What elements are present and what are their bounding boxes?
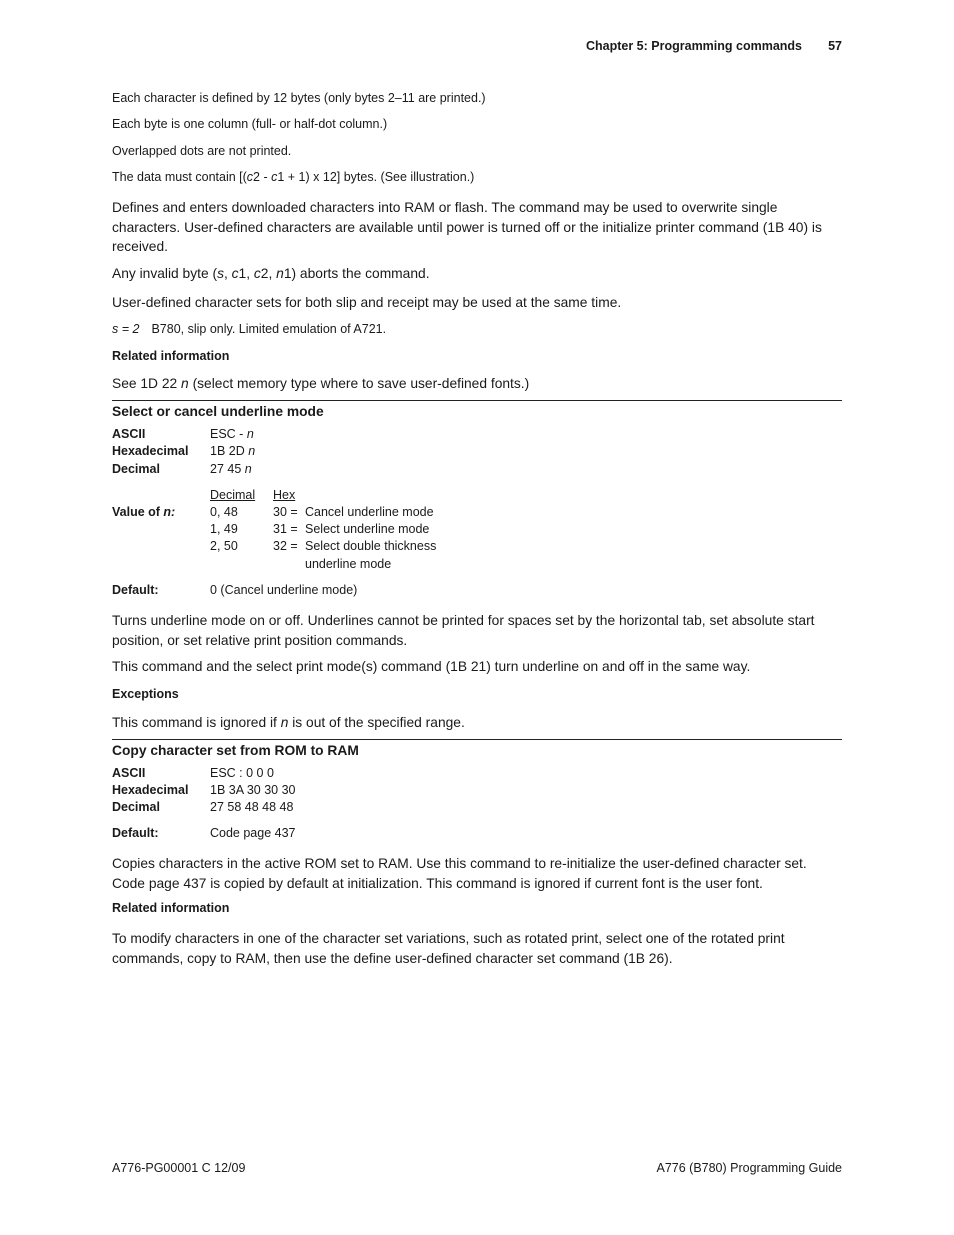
page-number: 57	[828, 39, 842, 53]
section-title-copy: Copy character set from ROM to RAM	[112, 743, 359, 758]
section-title-underline: Select or cancel underline mode	[112, 404, 324, 419]
table-row-decimal: 2, 50	[210, 539, 238, 553]
paragraph-underline-1: Turns underline mode on or off. Underlines cannot be printed for spaces set by the horizontal tab, set absolute start position, or set relative print position commands.	[112, 613, 815, 648]
value-decimal: 27 58 48 48 48	[210, 800, 294, 814]
note-overlap: Overlapped dots are not printed.	[112, 144, 292, 158]
s-note: s = 2 B780, slip only. Limited emulation of A721.	[112, 322, 387, 336]
divider-2	[112, 739, 842, 740]
exceptions-heading: Exceptions	[112, 687, 179, 701]
paragraph-underline-2: This command and the select print mode(s) command (1B 21) turn underline on and off in the same way.	[112, 659, 751, 674]
exception-text: This command is ignored if n is out of the specified range.	[112, 715, 465, 730]
footer-guide-title: A776 (B780) Programming Guide	[656, 1161, 842, 1175]
value-ascii: ESC - n	[210, 427, 254, 441]
note-column: Each byte is one column (full- or half-dot column.)	[112, 117, 388, 131]
table-row-hex: 30 =	[273, 505, 298, 519]
label-hex: Hexadecimal	[112, 444, 189, 458]
label-ascii: ASCII	[112, 427, 146, 441]
table-row-desc: Cancel underline mode	[305, 505, 434, 519]
label-hex: Hexadecimal	[112, 783, 189, 797]
paragraph-invalid: Any invalid byte (s, c1, c2, n1) aborts the command.	[112, 266, 430, 281]
label-decimal: Decimal	[112, 800, 160, 814]
paragraph-define: Defines and enters downloaded characters into RAM or flash. The command may be used to overwrite single characters. User-defined characters are available until power is turned off or the initialize printer command (1B 40) is received.	[112, 200, 822, 254]
table-row-desc: Select underline mode	[305, 522, 430, 536]
col-header-hex: Hex	[273, 488, 296, 502]
value-default: Code page 437	[210, 826, 296, 840]
table-row-desc-continued: underline mode	[305, 557, 392, 571]
value-hex: 1B 2D n	[210, 444, 256, 458]
related-heading-1: Related information	[112, 349, 230, 363]
label-value-of-n: Value of n:	[112, 505, 176, 519]
divider-1	[112, 400, 842, 401]
running-header: Chapter 5: Programming commands	[585, 39, 802, 53]
table-row-decimal: 1, 49	[210, 522, 238, 536]
table-row-hex: 31 =	[273, 522, 298, 536]
related-text-1: See 1D 22 n (select memory type where to save user-defined fonts.)	[112, 376, 530, 391]
paragraph-copy-2: To modify characters in one of the character set variations, such as rotated print, select one of the rotated print commands, copy to RAM, then use the define user-defined character set command (1B 26).	[112, 931, 785, 966]
col-header-decimal: Decimal	[210, 488, 256, 502]
table-row-hex: 32 =	[273, 539, 298, 553]
value-hex: 1B 3A 30 30 30	[210, 783, 296, 797]
table-row-desc: Select double thickness	[305, 539, 437, 553]
value-decimal: 27 45 n	[210, 462, 252, 476]
note-bytes: Each character is defined by 12 bytes (only bytes 2–11 are printed.)	[112, 91, 486, 105]
table-row-decimal: 0, 48	[210, 505, 238, 519]
value-ascii: ESC : 0 0 0	[210, 766, 274, 780]
footer-doc-id: A776-PG00001 C 12/09	[112, 1161, 246, 1175]
related-heading-2: Related information	[112, 901, 230, 915]
paragraph-copy-1: Copies characters in the active ROM set to RAM. Use this command to re-initialize the user-defined character set. Code page 437 is copied by default at initialization. This command is ignored if current font is the user font.	[112, 856, 807, 891]
label-default: Default:	[112, 583, 159, 597]
value-default: 0 (Cancel underline mode)	[210, 583, 358, 597]
note-data-length: The data must contain [(c2 - c1 + 1) x 12] bytes. (See illustration.)	[112, 170, 475, 184]
label-decimal: Decimal	[112, 462, 160, 476]
paragraph-sets: User-defined character sets for both slip and receipt may be used at the same time.	[112, 295, 622, 310]
label-default: Default:	[112, 826, 159, 840]
label-ascii: ASCII	[112, 766, 146, 780]
